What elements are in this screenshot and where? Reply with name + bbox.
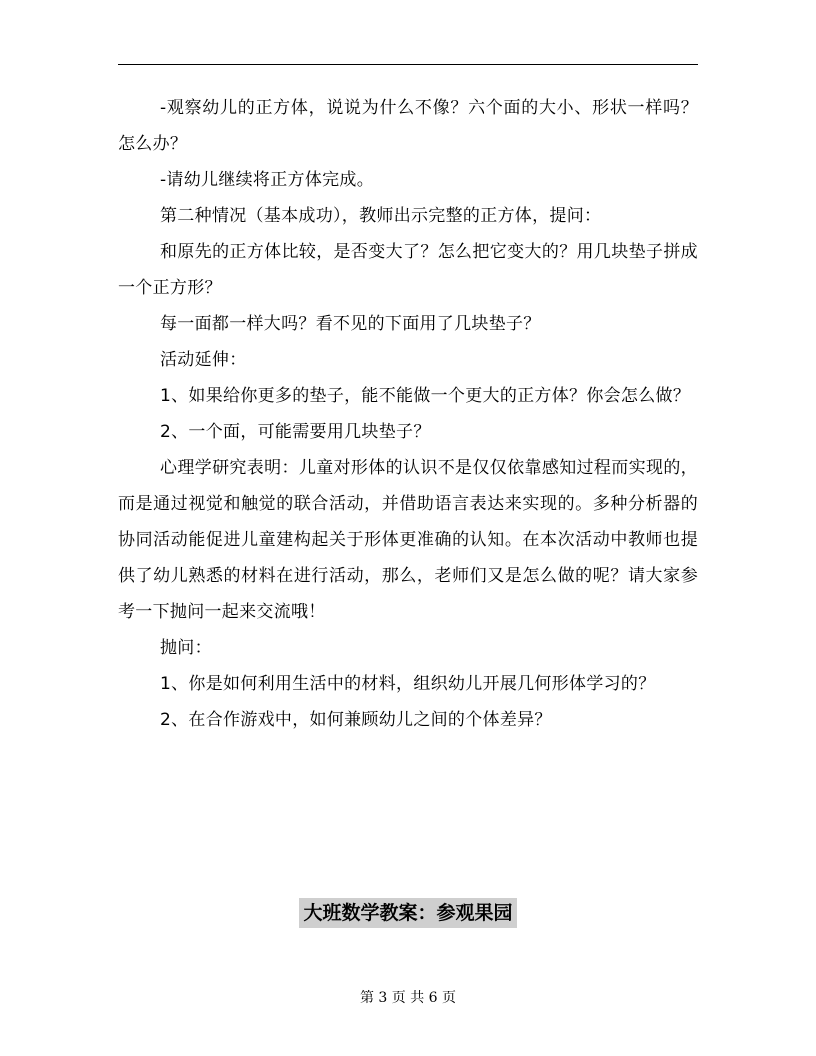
- paragraph-second-case: 第二种情况（基本成功），教师出示完整的正方体，提问：: [160, 206, 602, 226]
- paragraph-question-2: 2、在合作游戏中，如何兼顾幼儿之间的个体差异？: [160, 710, 552, 730]
- paragraph-compare-size: 和原先的正方体比较，是否变大了？怎么把它变大的？用几块垫子拼成一个正方形？: [118, 242, 698, 298]
- paragraph-questions-heading: 抛问：: [160, 638, 212, 658]
- paragraph-question-1: 1、你是如何利用生活中的材料，组织幼儿开展几何形体学习的？: [160, 674, 656, 694]
- page-footer: 第 3 页 共 6 页: [359, 990, 457, 1006]
- next-section-title-text: 大班数学教案：参观果园: [299, 898, 516, 928]
- paragraph-observe-cube: -观察幼儿的正方体，说说为什么不像？六个面的大小、形状一样吗？怎么办？: [118, 98, 698, 154]
- document-body: [118, 90, 698, 738]
- paragraph-continue-cube: -请幼儿继续将正方体完成。: [160, 170, 375, 190]
- header-rule: [118, 64, 698, 65]
- paragraph-extension-2: 2、一个面，可能需要用几块垫子？: [160, 422, 431, 442]
- next-section-title: [0, 898, 816, 928]
- paragraph-each-face: 每一面都一样大吗？看不见的下面用了几块垫子？: [160, 314, 541, 334]
- paragraph-extension-heading: 活动延伸：: [160, 350, 247, 370]
- paragraph-extension-1: 1、如果给你更多的垫子，能不能做一个更大的正方体？你会怎么做？: [160, 386, 691, 406]
- paragraph-psychology: 心理学研究表明：儿童对形体的认识不是仅仅依靠感知过程而实现的，而是通过视觉和触觉的联合活动，并借助语言表达来实现的。多种分析器的协同活动能促进儿童建构起关于形体更准确的认知。在本次活动中教师也提供了幼儿熟悉的材料在进行活动，那么，老师们又是怎么做的呢？请大家参考一下抛问一起来交流哦！: [118, 458, 698, 622]
